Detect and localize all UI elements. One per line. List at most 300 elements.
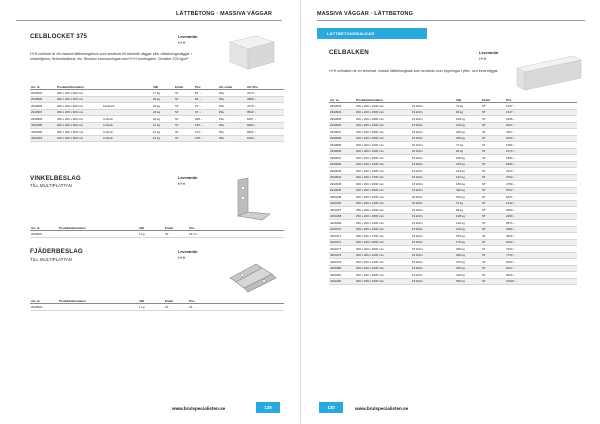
table-cell: 200 x 200 x 600 mm [56,90,102,97]
table-cell: 2943940 [329,148,355,155]
table-cell: 300 x 200 x 3600 mm [355,246,411,253]
celblocket-title: CELBLOCKET 375 [30,33,88,40]
table-cell: 250 x 200 x 2400 mm [355,226,411,233]
table-cell: ST [481,181,505,188]
table-cell: 10 kg [152,122,174,129]
table-cell: 200 x 200 x 2400 mm [355,168,411,175]
table-cell: ST [481,142,505,149]
table-cell: 4170 :- [246,103,284,110]
table-cell: 2943906 [30,103,56,110]
table-cell: 2943934 [329,109,355,116]
table-cell: ST [174,96,194,103]
table-cell [58,231,138,238]
right-page [300,0,600,424]
table-cell: ST [481,272,505,279]
table-cell: ST [481,122,505,129]
table-cell: 2943909 [30,116,56,123]
table-row [30,231,284,238]
table-cell: 9520 :- [505,272,577,279]
table-cell: 2943946 [329,187,355,194]
table-cell: U-block [102,129,130,136]
table-row [30,135,284,142]
table-cell: 1806 :- [505,116,577,123]
column-header: Pris [505,97,577,103]
table-cell: 2943942 [329,161,355,168]
table-cell: 120 kg [455,122,481,129]
left-page-header: LÄTTBETONG · MASSIVA VÄGGAR [176,11,273,17]
table-cell: 2027 :- [505,122,577,129]
table-cell: 72 kg [455,142,481,149]
table-cell: 7020 :- [505,246,577,253]
celbalken-description: H+H celbalken är en armerad, massiv lättbetongbalk som används över öppningar i ytter- och innerväggar. [329,69,499,73]
table-cell: 2943907 [30,109,56,116]
table-cell: 9447 :- [505,194,577,201]
table-cell [58,304,138,311]
table-cell: 90 kg [455,109,481,116]
table-cell: 15 kN/m [411,272,455,279]
table-cell: 1084 :- [505,142,577,149]
table-cell: 2943933 [329,103,355,110]
table-cell: 2373 :- [505,168,577,175]
table-cell: ST [164,304,188,311]
table-cell: 200 x 200 x 3000 mm [355,181,411,188]
table-cell: Facklock [102,103,130,110]
table-cell: 2943902 [30,304,58,311]
table-cell: 200 x 200 x 3000 mm [355,129,411,136]
table-cell: 300 x 400 x 4200 mm [355,278,411,285]
table-cell: ST [174,103,194,110]
table-cell: 20 kg [152,96,174,103]
column-header: Art. nr. [30,84,56,90]
table-cell: ST [481,116,505,123]
table-cell: 526 kg [455,278,481,285]
celbalken-title: CELBALKEN [329,49,369,56]
table-cell: 2943941 [329,155,355,162]
table-cell: 276 kg [455,259,481,266]
table-cell: 70 kg [455,103,481,110]
table-cell: 140 kg [455,226,481,233]
table-cell: 5763 :- [505,135,577,142]
table-cell: ST [164,231,188,238]
table-cell: ST [174,90,194,97]
celbalken-supplier-label: Leverantör [479,51,499,55]
table-cell: 2943936 [329,122,355,129]
table-cell: 250 x 200 x 1200 mm [355,200,411,207]
table-cell: 208 :- [194,116,218,123]
table-cell: ST [481,103,505,110]
table-cell: 4799 :- [505,181,577,188]
table-cell: 1890 :- [505,161,577,168]
table-cell: 3270 :- [246,90,284,97]
table-cell: ST [481,207,505,214]
table-cell: ST [481,155,505,162]
table-cell: 200 x 200 x 600 mm [56,96,102,103]
table-cell: PAL [218,96,246,103]
column-header: Produktinformation [58,298,138,304]
table-cell: 200 x 200 x 3600 mm [355,135,411,142]
table-cell: 20 kg [152,109,174,116]
table-cell: 15 kN/m [411,103,455,110]
table-cell: 418 kg [455,272,481,279]
table-cell: 7723 :- [505,252,577,259]
table-cell: 2874 :- [505,220,577,227]
table-cell: 16,71 :- [188,231,284,238]
column-header: Produktinformation [56,84,102,90]
table-cell: 15 kN/m [411,246,455,253]
table-cell: 200 x 200 x 1500 mm [355,148,411,155]
celblocket-table [30,84,284,142]
table-cell: 70 :- [194,103,218,110]
fjaderbeslag-title: FJÄDERBESLAG [30,248,83,255]
column-header: Vikt [152,84,174,90]
left-header-rule [16,20,282,21]
table-cell: ST [481,109,505,116]
table-cell: 4404482 [329,278,355,285]
table-cell: 403 kg [455,194,481,201]
vinkelbeslag-table [30,225,284,238]
table-cell: ST [174,135,194,142]
table-cell: 5951 :- [246,129,284,136]
table-cell: 250 x 200 x 1800 mm [355,213,411,220]
table-cell: 15 kN/m [411,109,455,116]
table-cell: 240 x 200 x 600 mm [56,135,102,142]
table-cell: 15 kN/m [411,259,455,266]
table-cell: 2943937 [329,129,355,136]
table-cell: 4404470 [329,226,355,233]
table-cell: 300 x 200 x 600 mm [56,109,102,116]
table-cell: 108 kg [455,116,481,123]
table-cell: ST [481,233,505,240]
table-cell: 250 x 200 x 2700 mm [355,233,411,240]
table-cell: 2943905 [30,96,56,103]
table-cell: 4404482 [30,129,56,136]
table-cell: 4404480 [329,265,355,272]
table-cell: U-block [102,122,130,129]
table-cell: 200 x 200 x 2700 mm [355,174,411,181]
table-cell: 15 kN/m [411,239,455,246]
table-cell: 300 x 200 x 4200 mm [355,252,411,259]
spring-bracket-image [226,258,278,294]
table-cell: 432 kg [455,187,481,194]
table-cell: 1370 :- [505,148,577,155]
table-cell: 4404456 [329,200,355,207]
table-cell: ST [481,220,505,227]
table-cell: 200 x 200 x 1200 mm [355,142,411,149]
table-cell: 126 kg [455,161,481,168]
table-cell: 15 kN/m [411,174,455,181]
table-cell: 250 x 200 x 2100 mm [355,220,411,227]
vinkelbeslag-subtitle: TILL MULTIPLATTAN [30,183,72,188]
table-cell: 6052 :- [246,122,284,129]
table-cell: 156 kg [455,233,481,240]
table-cell: PAL [218,122,246,129]
table-cell: ST [481,174,505,181]
table-cell: 2943901 [30,231,58,238]
table-cell: 300 x 400 x 2100 mm [355,259,411,266]
table-cell: 4404163 [30,135,56,142]
column-header: Vikt [138,225,164,231]
table-cell: ST [481,129,505,136]
fjaderbeslag-subtitle: TILL MULTIPLATTAN [30,257,72,262]
table-cell: 2943938 [329,135,355,142]
table-cell: 2480 :- [505,213,577,220]
table-cell: 4307 :- [505,129,577,136]
table-cell: 4404448 [329,194,355,201]
table-cell: ST [481,265,505,272]
table-cell: 200 x 200 x 1800 mm [355,155,411,162]
table-cell: 300 x 200 x 600 mm [56,103,102,110]
table-cell: 108 kg [455,213,481,220]
table-cell: 200 x 200 x 3600 mm [355,187,411,194]
table-cell: 260 kg [455,246,481,253]
table-cell: 195 :- [194,122,218,129]
column-header: Vikt [138,298,164,304]
table-cell: 6164 :- [246,135,284,142]
table-cell: 15 kN/m [411,233,455,240]
table-cell: 15 kN/m [411,220,455,227]
table-cell: 1684 :- [505,155,577,162]
table-cell: 15 kN/m [411,168,455,175]
table-cell: ST [481,259,505,266]
table-cell: 144 kg [455,168,481,175]
table-cell: ST [481,252,505,259]
table-cell: 162 kg [455,174,481,181]
table-cell: 300 x 200 x 600 mm [56,116,102,123]
table-row [30,304,284,311]
vinkelbeslag-supplier-label: Leverantör [178,176,198,180]
table-cell: ST [481,168,505,175]
table-cell: 1643 :- [505,200,577,207]
table-cell: 86 kg [455,207,481,214]
table-cell: ST [481,213,505,220]
table-cell: 17 kg [152,90,174,97]
column-header: Art. nr. [329,97,355,103]
table-cell: ST [481,239,505,246]
table-cell: ST [481,148,505,155]
right-footer-url[interactable]: www.brulspecialisten.se [355,406,409,411]
column-header: Art. nr. [30,298,58,304]
table-cell: 175 kg [455,239,481,246]
celblocket-supplier-value: H+H [178,41,186,45]
table-cell: 15 kN/m [411,278,455,285]
table-cell: 4404468 [329,213,355,220]
celbalken-supplier-value: H+H [479,57,487,61]
table-cell: 15 kN/m [411,135,455,142]
table-cell: 20 kN/m [411,148,455,155]
table-cell: 316 kg [455,265,481,272]
table-cell: 1 kg [138,231,164,238]
table-cell: ST [481,194,505,201]
column-header: Art. nr. [30,225,58,231]
table-cell: 4404480 [30,122,56,129]
column-header: Enhet [164,225,188,231]
table-cell: 4404477 [329,246,355,253]
table-cell: 4404472 [329,239,355,246]
table-cell: 31 :- [188,304,284,311]
column-header: Alt. Pris [246,84,284,90]
table-cell: 2943939 [329,142,355,149]
table-cell: 250 x 200 x 3000 mm [355,239,411,246]
table-cell: ST [481,161,505,168]
column-header: Produktinformation [58,225,138,231]
table-cell: 2090 :- [505,207,577,214]
table-cell: 260 kg [455,135,481,142]
celblocket-supplier-label: Leverantör [178,35,198,39]
angle-bracket-image [232,176,274,222]
table-cell: 5707 :- [505,187,577,194]
celblock-image [222,32,278,72]
table-cell: 2943944 [329,174,355,181]
table-cell: 200 x 200 x 600 mm [56,122,102,129]
table-cell: 15 kN/m [411,155,455,162]
column-header: Enhet [164,298,188,304]
right-header-rule [317,20,585,21]
table-cell: 2763 :- [505,174,577,181]
vinkelbeslag-title: VINKELBESLAG [30,175,81,182]
table-cell: ST [481,135,505,142]
table-cell: 4404478 [329,252,355,259]
table-cell: 300 x 400 x 2400 mm [355,265,411,272]
table-cell: 4404467 [329,207,355,214]
fjaderbeslag-table [30,298,284,311]
table-cell: 9127 :- [505,265,577,272]
column-header: Enhet [174,84,194,90]
table-cell: 10 kg [152,135,174,142]
table-cell: 10 kg [152,129,174,136]
table-cell: 15 kN/m [411,161,455,168]
table-cell: 300 x 200 x 600 mm [56,129,102,136]
column-header: Pris [188,298,284,304]
table-cell: 20 kN/m [411,200,455,207]
table-cell: 3543 :- [246,109,284,116]
section-banner: LÄTTBETONGBALKAR [317,28,427,39]
table-cell: ST [481,226,505,233]
right-page-header: MASSIVA VÄGGAR · LÄTTBETONG [317,11,414,17]
table-cell: 200 x 200 x 1200 mm [355,103,411,110]
table-cell: 2889 :- [246,96,284,103]
table-cell: 10624 :- [505,278,577,285]
table-cell: 15 kN/m [411,187,455,194]
column-header: Alt. enhet [218,84,246,90]
table-cell: 4404471 [329,233,355,240]
table-cell: 15 kN/m [411,181,455,188]
table-cell: 90 kg [455,148,481,155]
vinkelbeslag-supplier-value: H+H [178,182,186,186]
table-cell [130,135,152,142]
column-header: Pris [194,84,218,90]
table-cell: PAL [218,109,246,116]
table-cell: U-block [102,135,130,142]
table-cell: 20 kN/m [411,142,455,149]
left-footer-url[interactable]: www.brulspecialisten.se [172,406,226,411]
column-header: Vikt [455,97,481,103]
table-cell: 108 kg [455,155,481,162]
table-cell: 2943904 [30,90,56,97]
table-cell: ST [174,122,194,129]
table-cell: 200 x 200 x 2100 mm [355,161,411,168]
table-cell: 200 kg [455,129,481,136]
table-cell: PAL [218,103,246,110]
fjaderbeslag-supplier-value: H+H [178,256,186,260]
table-cell: 300 x 400 x 3000 mm [355,272,411,279]
table-cell: 272 :- [194,129,218,136]
column-header: Pris [188,225,284,231]
table-cell: 15 kN/m [411,207,455,214]
table-cell: 97 :- [194,109,218,116]
table-cell: 4404479 [329,259,355,266]
table-cell: ST [481,278,505,285]
table-cell: ST [481,200,505,207]
column-header: Produktinformation [355,97,411,103]
table-cell: 26 kg [152,116,174,123]
table-cell: 70 kg [455,200,481,207]
table-cell: PAL [218,90,246,97]
table-cell: 200 x 200 x 1800 mm [355,116,411,123]
table-cell: PAL [218,129,246,136]
table-cell: 15 kN/m [411,116,455,123]
celbalken-table [329,97,577,285]
table-cell: 180 kg [455,181,481,188]
celbalken-image [513,54,583,94]
table-cell: 200 x 200 x 2400 mm [355,122,411,129]
table-cell: U-block [102,116,130,123]
table-cell: 6267 :- [246,116,284,123]
table-cell: 4009 :- [505,233,577,240]
table-cell: 300 kg [455,252,481,259]
table-cell: 278 :- [194,135,218,142]
table-cell: ST [174,116,194,123]
table-cell: ST [174,129,194,136]
table-cell: 200 x 200 x 1500 mm [355,109,411,116]
table-cell: 2943945 [329,181,355,188]
table-cell: 120 kg [455,220,481,227]
table-row [329,278,577,285]
table-cell: 250 x 200 x 1500 mm [355,207,411,214]
table-cell: 5152 :- [505,239,577,246]
table-cell: 4404481 [329,272,355,279]
table-cell: 4404469 [329,220,355,227]
table-cell: 2943935 [329,116,355,123]
fjaderbeslag-supplier-label: Leverantör [178,250,198,254]
table-cell: 15 kN/m [411,122,455,129]
table-cell: 2943943 [329,168,355,175]
table-cell: 15 kN/m [411,213,455,220]
table-cell: 1 kg [138,304,164,311]
table-cell: 1207 :- [505,103,577,110]
table-cell: 20 kN/m [411,252,455,259]
table-cell: 15 kN/m [411,129,455,136]
left-page-number: 129 [256,402,280,413]
right-page-number: 130 [319,402,343,413]
table-cell: PAL [218,116,246,123]
table-cell: 8420 :- [505,259,577,266]
table-cell: 200 x 400 x 4200 mm [355,194,411,201]
table-cell: 15 kN/m [411,226,455,233]
column-header: Enhet [481,97,505,103]
celblocket-description: H+H celblock är ett massivt lättbetongblock som används till bärande väggar eller utfackningsväggar i enfamiljshus, flerbostadshus, etc. Blocken sammanfogas med H+H tunnfogslim. Densitet 375 kg/m³ [30,52,192,62]
table-cell: ST [481,187,505,194]
table-cell: 84 :- [194,96,218,103]
table-cell: 3280 :- [505,226,577,233]
table-cell: 1547 :- [505,109,577,116]
table-cell: ST [174,109,194,116]
table-cell: PAL [218,135,246,142]
table-cell: 20 kN/m [411,194,455,201]
table-cell: 30 kg [152,103,174,110]
table-cell: ST [481,246,505,253]
table-cell: 15 kN/m [411,265,455,272]
table-cell: 81 :- [194,90,218,97]
